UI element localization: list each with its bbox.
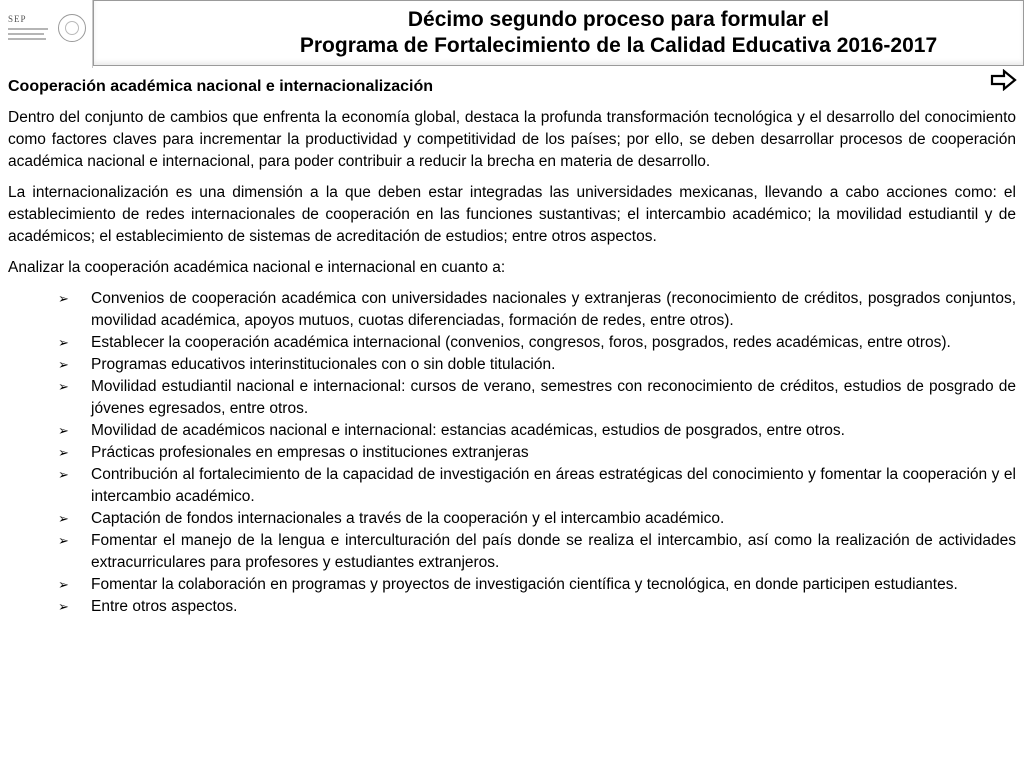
bullet-arrow-icon: ➢ [58, 335, 69, 350]
sep-logo-lines [8, 28, 48, 43]
list-item: ➢ Programas educativos interinstitucionales con o sin doble titulación. [8, 354, 1016, 376]
slide-content [8, 76, 1016, 618]
list-item: ➢ Movilidad de académicos nacional e internacional: estancias académicas, estudios de posgrados, entre otros. [8, 420, 1016, 442]
national-seal-icon [58, 14, 86, 42]
list-item: ➢ Entre otros aspectos. [8, 596, 1016, 618]
bullet-arrow-icon: ➢ [58, 533, 69, 548]
sep-logo-text: SEP [8, 14, 27, 24]
bullet-arrow-icon: ➢ [58, 445, 69, 460]
bullet-arrow-icon: ➢ [58, 467, 69, 482]
list-item: ➢ Movilidad estudiantil nacional e internacional: cursos de verano, semestres con reconocimiento de créditos, estudios de posgrado de jóvenes egresados, entre otros. [58, 378, 1016, 417]
list-item: ➢ Fomentar el manejo de la lengua e interculturación del país donde se realiza el intercambio, así como la realización de actividades extracurriculares para profesores y estudiantes extranjeros. [58, 532, 1016, 571]
bullet-arrow-icon: ➢ [58, 577, 69, 592]
list-item: ➢ Fomentar la colaboración en programas y proyectos de investigación científica y tecnológica, en donde participen estudiantes. [8, 574, 1016, 596]
bullet-arrow-icon: ➢ [58, 423, 69, 438]
bullet-arrow-icon: ➢ [58, 379, 69, 394]
title-banner [93, 0, 1024, 66]
intro-text: Analizar la cooperación académica nacional e internacional en cuanto a: [8, 259, 506, 276]
list-item: ➢ Convenios de cooperación académica con universidades nacionales y extranjeras (reconocimiento de créditos, posgrados conjuntos, movilidad académica, apoyos mutuos, cuotas diferenciadas, formación de redes, entre otros). [58, 290, 1016, 329]
slide-title-line-1: Décimo segundo proceso para formular el [407, 8, 830, 31]
bullet-arrow-icon: ➢ [58, 291, 69, 306]
bullet-list [8, 288, 1016, 618]
list-item: ➢ Captación de fondos internacionales a través de la cooperación y el intercambio académico. [8, 508, 1016, 530]
bullet-arrow-icon: ➢ [58, 599, 69, 614]
slide-title-line-2: Programa de Fortalecimiento de la Calidad Educativa 2016-2017 [299, 34, 938, 57]
bullet-arrow-icon: ➢ [58, 357, 69, 372]
list-item: ➢ Prácticas profesionales en empresas o instituciones extranjeras [8, 442, 1016, 464]
section-title: Cooperación académica nacional e internacionalización [8, 78, 434, 95]
slide-header [0, 0, 1024, 68]
bullet-arrow-icon: ➢ [58, 511, 69, 526]
paragraph-internationalization: La internacionalización es una dimensión a la que deben estar integradas las universidades mexicanas, llevando a cabo acciones como: el establecimiento de redes internacionales de cooperación en las funciones sustantivas; el intercambio académico; la movilidad estudiantil y de académicos; el establecimiento de sistemas de acreditación de estudios; entre otros aspectos. [8, 184, 1016, 245]
sep-logo [0, 0, 93, 68]
paragraph-economy: Dentro del conjunto de cambios que enfrenta la economía global, destaca la profunda transformación tecnológica y el desarrollo del conocimiento como factores claves para incrementar la productividad y competitividad de los países; por ello, se deben desarrollar procesos de cooperación académica nacional e internacional, para poder contribuir a reducir la brecha en materia de desarrollo. [8, 109, 1016, 170]
list-item: ➢ Contribución al fortalecimiento de la capacidad de investigación en áreas estratégicas del conocimiento y fomentar la cooperación y el intercambio académico. [58, 466, 1016, 505]
list-item: ➢ Establecer la cooperación académica internacional (convenios, congresos, foros, posgrados, redes académicas, entre otros). [8, 332, 1016, 354]
